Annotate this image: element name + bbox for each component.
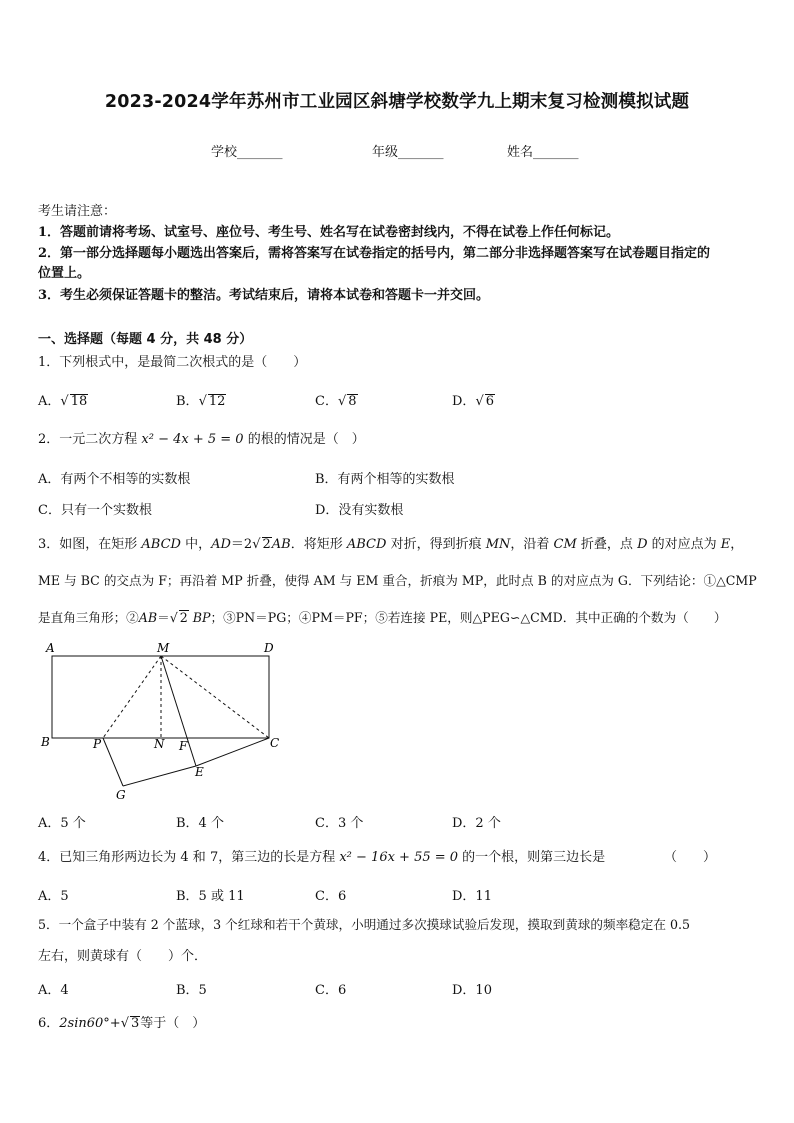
school-field: 学校_______ bbox=[211, 145, 283, 160]
q2-equation: x² − 4x + 5 = 0 bbox=[141, 432, 244, 447]
q6-prefix: 6． bbox=[38, 1016, 60, 1031]
q5-option-c: C．6 bbox=[315, 983, 347, 998]
q3-text: 3．如图，在矩形 bbox=[38, 537, 142, 552]
q3-figure bbox=[36, 638, 296, 808]
q3-math: AB bbox=[271, 537, 291, 552]
exam-title: 2023-2024学年苏州市工业园区斜塘学校数学九上期末复习检测模拟试题 bbox=[104, 92, 690, 112]
q3-text: ，沿着 bbox=[510, 537, 554, 552]
notice-item-3: 3．考生必须保证答题卡的整洁。考试结束后，请将本试卷和答题卡一并交回。 bbox=[38, 288, 490, 303]
q4-equation: x² − 16x + 55 = 0 bbox=[339, 850, 459, 865]
segment-ge bbox=[123, 766, 196, 786]
point-label-g: G bbox=[116, 788, 126, 802]
q3-option-a: A．5 个 bbox=[38, 816, 86, 831]
q1-option-a: A．√ 18 bbox=[38, 394, 88, 409]
q5-option-b: B．5 bbox=[176, 983, 207, 998]
q3-math: AB bbox=[138, 610, 158, 625]
point-label-m: M bbox=[157, 641, 170, 655]
notice-item-1: 1．答题前请将考场、试室号、座位号、考生号、姓名写在试卷密封线内，不得在试卷上作任何标记。 bbox=[38, 225, 620, 240]
q1-option-c: C．√ 8 bbox=[315, 394, 357, 409]
q4-option-b: B．5 或 11 bbox=[176, 889, 245, 904]
q2-option-c: C．只有一个实数根 bbox=[38, 503, 152, 518]
q4-stem bbox=[38, 849, 605, 866]
point-label-b: B bbox=[41, 735, 50, 749]
q3-option-b: B．4 个 bbox=[176, 816, 224, 831]
q4-stem-suffix: 的一个根，则第三边长是 bbox=[458, 850, 606, 865]
notice-item-2-cont: 位置上。 bbox=[38, 266, 91, 281]
q1-stem: 1．下列根式中，是最简二次根式的是（ ） bbox=[38, 355, 307, 370]
q3-line-2: ME 与 BC 的交点为 F；再沿着 MP 折叠，使得 AM 与 EM 重合，折痕为 MP，此时点 B 的对应点为 G．下列结论：①△CMP bbox=[38, 573, 757, 588]
point-label-c: C bbox=[270, 736, 280, 750]
q3-text: 折叠，点 bbox=[576, 537, 638, 552]
point-label-e: E bbox=[195, 765, 204, 779]
grade-field: 年级_______ bbox=[372, 145, 444, 160]
q3-math: MN bbox=[485, 537, 511, 552]
q4-option-d: D．11 bbox=[452, 889, 492, 904]
q2-option-a: A．有两个不相等的实数根 bbox=[38, 472, 191, 487]
name-field: 姓名_______ bbox=[507, 145, 579, 160]
radicand: 8 bbox=[348, 394, 357, 409]
q3-text: ＝2 bbox=[230, 537, 253, 552]
fold-line-mp bbox=[103, 656, 161, 738]
q3-line-3: 是直角三角形；②AB＝√ 2 BP；③PN＝PG；④PM＝PF；⑤若连接 PE，则△PEG∽△CMD．其中正确的个数为（ ） bbox=[38, 610, 727, 625]
radicand: 12 bbox=[208, 394, 226, 409]
q3-text: ．将矩形 bbox=[290, 537, 347, 552]
q6-suffix: 等于（ ） bbox=[140, 1016, 206, 1031]
section-heading: 一、选择题（每题 4 分，共 48 分） bbox=[38, 332, 253, 347]
q3-math: ABCD bbox=[141, 537, 181, 552]
notice-item-2: 2．第一部分选择题每小题选出答案后，需将答案写在试卷指定的括号内，第二部分非选择题答案写在试卷题目指定的 bbox=[38, 246, 711, 261]
q4-stem-prefix: 4．已知三角形两边长为 4 和 7，第三边的长是方程 bbox=[38, 850, 340, 865]
radicand: 18 bbox=[70, 394, 88, 409]
q3-math: BP bbox=[188, 610, 211, 625]
point-label-d: D bbox=[264, 641, 274, 655]
fold-line-mc bbox=[161, 656, 269, 738]
q5-option-a: A．4 bbox=[38, 983, 69, 998]
q2-stem bbox=[38, 431, 365, 448]
q2-stem-suffix: 的根的情况是（ ） bbox=[243, 432, 365, 447]
q3-text: ；③PN＝PG；④PM＝PF；⑤若连接 PE，则△PEG∽△CMD．其中正确的个数为（ ） bbox=[210, 610, 727, 625]
q5-line-2: 左右，则黄球有（ ）个． bbox=[38, 949, 208, 964]
radicand: 3 bbox=[131, 1016, 140, 1031]
q1-option-d: D．√ 6 bbox=[452, 394, 495, 409]
radicand: 2 bbox=[179, 610, 188, 625]
q5-option-d: D．10 bbox=[452, 983, 492, 998]
q3-option-c: C．3 个 bbox=[315, 816, 364, 831]
notice-heading: 考生请注意： bbox=[38, 204, 117, 219]
point-label-p: P bbox=[93, 737, 102, 751]
q4-option-c: C．6 bbox=[315, 889, 347, 904]
q3-math: ABCD bbox=[346, 537, 387, 552]
q2-option-d: D．没有实数根 bbox=[315, 503, 404, 518]
option-label: B． bbox=[176, 394, 199, 409]
q4-paren: （ ） bbox=[664, 850, 717, 865]
q2-option-b: B．有两个相等的实数根 bbox=[315, 472, 455, 487]
radicand: 2 bbox=[262, 537, 271, 552]
q3-math: AD bbox=[211, 537, 231, 552]
q6-expression: 2sin60°+ bbox=[59, 1016, 121, 1031]
q3-text: 是直角三角形；② bbox=[38, 610, 139, 625]
segment-ec bbox=[196, 738, 269, 766]
q3-math: D bbox=[637, 537, 648, 552]
q1-option-b: B．√ 12 bbox=[176, 394, 226, 409]
segment-pg bbox=[103, 738, 123, 786]
q5-line-1: 5．一个盒子中装有 2 个蓝球，3 个红球和若干个黄球，小明通过多次摸球试验后发现，摸取到黄球的频率稳定在 0.5 bbox=[38, 917, 690, 932]
q3-math: CM bbox=[553, 537, 577, 552]
q2-stem-prefix: 2．一元二次方程 bbox=[38, 432, 142, 447]
point-label-a: A bbox=[46, 641, 55, 655]
point-label-n: N bbox=[154, 737, 165, 751]
option-label: C． bbox=[315, 394, 338, 409]
option-label: A． bbox=[38, 394, 61, 409]
q4-option-a: A．5 bbox=[38, 889, 69, 904]
q3-math: E bbox=[720, 537, 731, 552]
option-label: D． bbox=[452, 394, 476, 409]
point-label-f: F bbox=[179, 739, 188, 753]
q3-option-d: D．2 个 bbox=[452, 816, 501, 831]
q6-stem: 6．2sin60°+√ 3等于（ ） bbox=[38, 1016, 206, 1031]
q3-text: 的对应点为 bbox=[647, 537, 721, 552]
q3-text: ， bbox=[730, 537, 744, 552]
q3-text: ＝ bbox=[157, 610, 170, 625]
radicand: 6 bbox=[485, 394, 495, 409]
q3-text: 中， bbox=[180, 537, 212, 552]
q3-text: 对折，得到折痕 bbox=[386, 537, 486, 552]
q3-line-1: 3．如图，在矩形 ABCD 中，AD＝2√ 2AB．将矩形 ABCD 对折，得到折痕 MN，沿着 CM 折叠，点 D 的对应点为 E， bbox=[38, 537, 744, 552]
